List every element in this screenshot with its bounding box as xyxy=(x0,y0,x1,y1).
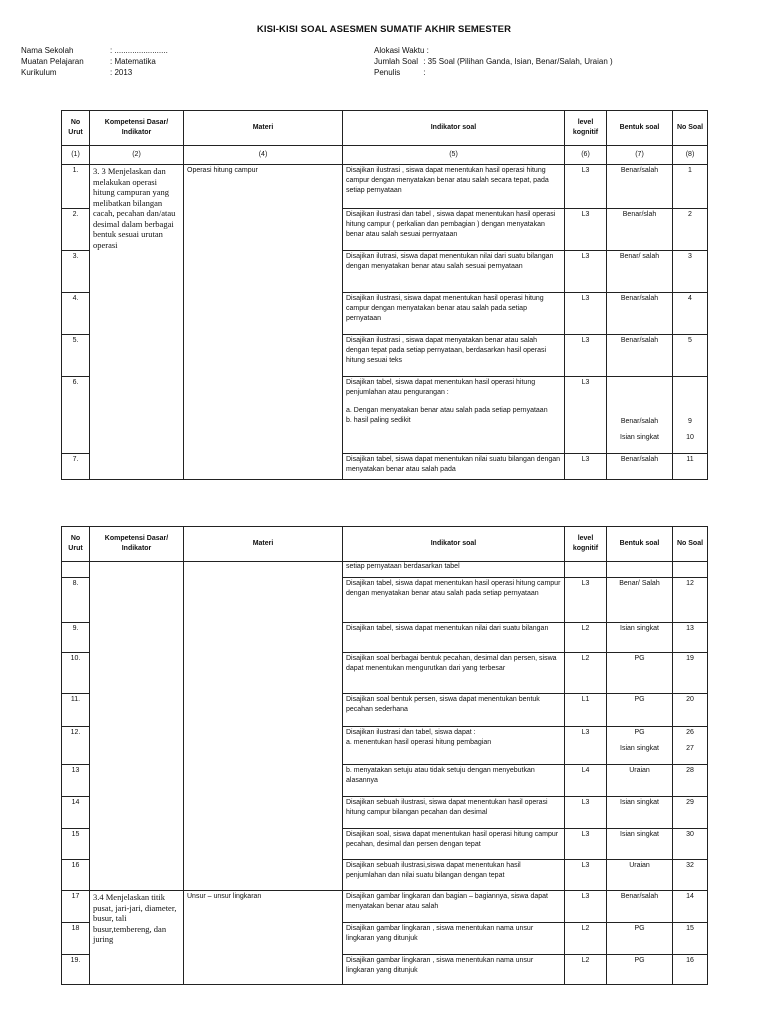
nosoal-cell: 13 xyxy=(673,623,708,653)
bentuk-cell xyxy=(607,727,673,765)
header-level: level kognitif xyxy=(565,527,607,562)
bentuk-cell: Benar/ Salah xyxy=(607,578,673,623)
bentuk-cell: PG xyxy=(607,923,673,955)
bentuk-a: PG xyxy=(634,729,645,736)
bentuk-cell: PG xyxy=(607,955,673,985)
table-row xyxy=(62,165,708,209)
meta-row-time xyxy=(374,45,613,56)
indikator-cell: setiap pernyataan berdasarkan tabel xyxy=(343,562,565,578)
indikator-cell: Disajikan soal, siswa dapat menentukan hasil operasi hitung campur pecahan, desimal dan persen dengan tepat xyxy=(343,829,565,860)
row-number: 6. xyxy=(62,377,90,454)
indikator-intro: Disajikan ilustrasi dan tabel, siswa dapat : xyxy=(346,729,476,736)
bentuk-cell: Benar/slah xyxy=(607,209,673,251)
nosoal-cell: 1 xyxy=(673,165,708,209)
meta-label: Muatan Pelajaran xyxy=(21,57,84,66)
indikator-item-a: a. Dengan menyatakan benar atau salah pada setiap pernyataan xyxy=(346,407,548,414)
nosoal-cell: 12 xyxy=(673,578,708,623)
row-number: 9. xyxy=(62,623,90,653)
col-number: (6) xyxy=(565,146,607,165)
level-cell: L3 xyxy=(565,454,607,480)
row-number: 15 xyxy=(62,829,90,860)
nosoal-b: 27 xyxy=(686,745,694,752)
header-bentuk: Bentuk soal xyxy=(607,527,673,562)
bentuk-b: Isian singkat xyxy=(620,434,659,441)
kompetensi-dasar-cell: 3. 3 Menjelaskan dan melakukan operasi hitung campuran yang melibatkan bilangan cacah, pecahan dan/atau desimal dalam berbagai bentuk sesuai urutan operasi xyxy=(90,165,184,480)
indikator-intro: Disajikan tabel, siswa dapat menentukan hasil operasi hitung penjumlahan atau pengurangan : xyxy=(346,379,536,396)
nosoal-cell: 28 xyxy=(673,765,708,797)
meta-row-count xyxy=(374,56,613,67)
nosoal-cell: 4 xyxy=(673,293,708,335)
nosoal-cell xyxy=(673,562,708,578)
nosoal-cell: 5 xyxy=(673,335,708,377)
indikator-cell: Disajikan soal berbagai bentuk pecahan, desimal dan persen, siswa dapat menentukan mengurutkan dari yang terbesar xyxy=(343,653,565,694)
row-number xyxy=(62,562,90,578)
nosoal-a: 26 xyxy=(686,729,694,736)
row-number: 13 xyxy=(62,765,90,797)
level-cell: L3 xyxy=(565,209,607,251)
meta-label: Alokasi Waktu xyxy=(374,46,425,55)
indikator-cell: Disajikan tabel, siswa dapat menentukan hasil operasi hitung campur dengan menyatakan benar atau salah pada setiap pernyataan xyxy=(343,578,565,623)
level-cell: L1 xyxy=(565,694,607,727)
level-cell: L4 xyxy=(565,765,607,797)
nosoal-cell: 20 xyxy=(673,694,708,727)
indikator-cell: Disajikan ilustrasi, siswa dapat menentukan hasil operasi hitung campur dengan menyatakan benar atau salah pada setiap pernyataan xyxy=(343,293,565,335)
bentuk-cell: Benar/salah xyxy=(607,335,673,377)
table-header-row xyxy=(62,527,708,562)
meta-label: Penulis xyxy=(374,68,401,77)
header-kd: Kompetensi Dasar/ Indikator xyxy=(90,527,184,562)
kisi-table-2 xyxy=(61,526,708,985)
meta-value: : 2013 xyxy=(110,68,133,77)
kompetensi-dasar-cell xyxy=(90,562,184,891)
table-row xyxy=(62,891,708,923)
materi-cell xyxy=(184,562,343,891)
indikator-cell: Disajikan tabel, siswa dapat menentukan nilai dari suatu bilangan xyxy=(343,623,565,653)
header-materi: Materi xyxy=(184,527,343,562)
row-number: 3. xyxy=(62,251,90,293)
document-title: KISI-KISI SOAL ASESMEN SUMATIF AKHIR SEMESTER xyxy=(256,24,512,35)
row-number: 17 xyxy=(62,891,90,923)
meta-label: Nama Sekolah xyxy=(21,46,74,55)
row-number: 10. xyxy=(62,653,90,694)
level-cell: L3 xyxy=(565,377,607,454)
header-kd: Kompetensi Dasar/ Indikator xyxy=(90,111,184,146)
indikator-cell: Disajikan ilutrasi, siswa dapat menentukan nilai dari suatu bilangan dengan menyatakan benar atau salah sesuai pernyataan xyxy=(343,251,565,293)
bentuk-b: Isian singkat xyxy=(620,745,659,752)
row-number: 18 xyxy=(62,923,90,955)
level-cell: L2 xyxy=(565,955,607,985)
bentuk-cell: PG xyxy=(607,694,673,727)
indikator-cell: Disajikan ilustrasi , siswa dapat menyatakan benar atau salah dengan tepat pada setiap pernyataan, berdasarkan hasil operasi hitung sesuai teks xyxy=(343,335,565,377)
bentuk-cell: Uraian xyxy=(607,860,673,891)
col-number: (8) xyxy=(673,146,708,165)
indikator-cell xyxy=(343,727,565,765)
row-number: 7. xyxy=(62,454,90,480)
bentuk-cell: PG xyxy=(607,653,673,694)
bentuk-a: Benar/salah xyxy=(620,418,659,425)
meta-value: : xyxy=(426,46,429,55)
meta-value: : xyxy=(423,68,426,77)
level-cell: L3 xyxy=(565,293,607,335)
numbering-row xyxy=(62,146,708,165)
bentuk-cell: Isian singkat xyxy=(607,829,673,860)
materi-cell: Unsur – unsur lingkaran xyxy=(184,891,343,985)
level-cell: L3 xyxy=(565,797,607,829)
nosoal-cell: 16 xyxy=(673,955,708,985)
meta-label: Kurikulum xyxy=(21,68,57,77)
row-number: 2. xyxy=(62,209,90,251)
indikator-cell: Disajikan tabel, siswa dapat menentukan nilai suatu bilangan dengan menyatakan benar atau salah pada xyxy=(343,454,565,480)
meta-value: : ........................ xyxy=(110,46,168,55)
header-nosoal: No Soal xyxy=(673,111,708,146)
continuation-row xyxy=(62,562,708,578)
row-number: 1. xyxy=(62,165,90,209)
level-cell: L3 xyxy=(565,860,607,891)
header-bentuk: Bentuk soal xyxy=(607,111,673,146)
level-cell: L3 xyxy=(565,727,607,765)
indikator-cell: Disajikan gambar lingkaran , siswa menentukan nama unsur lingkaran yang ditunjuk xyxy=(343,955,565,985)
row-number: 4. xyxy=(62,293,90,335)
bentuk-cell: Benar/ salah xyxy=(607,251,673,293)
bentuk-cell: Isian singkat xyxy=(607,797,673,829)
col-number: (1) xyxy=(62,146,90,165)
row-number: 8. xyxy=(62,578,90,623)
level-cell xyxy=(565,562,607,578)
header-materi: Materi xyxy=(184,111,343,146)
level-cell: L2 xyxy=(565,653,607,694)
header-no: No Urut xyxy=(62,111,90,146)
col-number: (7) xyxy=(607,146,673,165)
indikator-item-b: b. menyatakan setuju atau tidak setuju dengan menyebutkan alasannya xyxy=(346,767,535,784)
nosoal-cell: 11 xyxy=(673,454,708,480)
header-indikator: Indikator soal xyxy=(343,111,565,146)
row-number: 11. xyxy=(62,694,90,727)
meta-left xyxy=(21,45,168,78)
nosoal-a: 9 xyxy=(688,418,692,425)
nosoal-cell: 14 xyxy=(673,891,708,923)
level-cell: L3 xyxy=(565,165,607,209)
meta-row-author xyxy=(374,67,613,78)
level-cell: L3 xyxy=(565,251,607,293)
indikator-cell xyxy=(343,765,565,797)
indikator-item-b: b. hasil paling sedikit xyxy=(346,417,411,424)
meta-row-subject xyxy=(21,56,168,67)
nosoal-cell: 2 xyxy=(673,209,708,251)
nosoal-cell: 32 xyxy=(673,860,708,891)
row-number: 14 xyxy=(62,797,90,829)
bentuk-cell xyxy=(607,562,673,578)
indikator-cell: Disajikan gambar lingkaran dan bagian – bagiannya, siswa dapat menyatakan benar atau salah xyxy=(343,891,565,923)
meta-row-curriculum xyxy=(21,67,168,78)
row-number: 5. xyxy=(62,335,90,377)
bentuk-cell: Benar/salah xyxy=(607,891,673,923)
kompetensi-dasar-cell: 3.4 Menjelaskan titik pusat, jari-jari, diameter, busur, tali busur,tembereng, dan juring xyxy=(90,891,184,985)
indikator-cell: Disajikan soal bentuk persen, siswa dapat menentukan bentuk pecahan sederhana xyxy=(343,694,565,727)
meta-row-school xyxy=(21,45,168,56)
indikator-cell: Disajikan sebuah ilustrasi, siswa dapat menentukan hasil operasi hitung campur bilangan pecahan dan desimal xyxy=(343,797,565,829)
materi-cell: Operasi hitung campur xyxy=(184,165,343,480)
col-number: (4) xyxy=(184,146,343,165)
level-cell: L3 xyxy=(565,891,607,923)
row-number: 16 xyxy=(62,860,90,891)
meta-value: : 35 Soal (Pilihan Ganda, Isian, Benar/Salah, Uraian ) xyxy=(423,57,613,66)
nosoal-cell xyxy=(673,377,708,454)
col-number: (2) xyxy=(90,146,184,165)
indikator-cell: Disajikan sebuah ilustrasi,siswa dapat menentukan hasil penjumlahan dan nilai suatu bilangan dengan tepat xyxy=(343,860,565,891)
row-number: 19. xyxy=(62,955,90,985)
header-indikator: Indikator soal xyxy=(343,527,565,562)
bentuk-cell xyxy=(607,377,673,454)
kisi-table-1 xyxy=(61,110,708,480)
nosoal-cell: 29 xyxy=(673,797,708,829)
level-cell: L3 xyxy=(565,335,607,377)
meta-label: Jumlah Soal xyxy=(374,57,419,66)
indikator-cell: Disajikan gambar lingkaran , siswa menentukan nama unsur lingkaran yang ditunjuk xyxy=(343,923,565,955)
meta-right xyxy=(374,45,613,78)
indikator-cell: Disajikan ilustrasi , siswa dapat menentukan hasil operasi hitung campur dengan menyatakan benar atau salah secara tepat, pada setiap pernyataan xyxy=(343,165,565,209)
bentuk-cell: Benar/salah xyxy=(607,454,673,480)
nosoal-cell: 19 xyxy=(673,653,708,694)
nosoal-cell: 15 xyxy=(673,923,708,955)
level-cell: L3 xyxy=(565,578,607,623)
row-number: 12. xyxy=(62,727,90,765)
header-nosoal: No Soal xyxy=(673,527,708,562)
nosoal-cell: 30 xyxy=(673,829,708,860)
nosoal-cell xyxy=(673,727,708,765)
level-cell: L2 xyxy=(565,623,607,653)
meta-value: : Matematika xyxy=(110,57,156,66)
indikator-cell xyxy=(343,377,565,454)
indikator-item-a: a. menentukan hasil operasi hitung pembagian xyxy=(346,739,492,746)
col-number: (5) xyxy=(343,146,565,165)
table-header-row xyxy=(62,111,708,146)
nosoal-b: 10 xyxy=(686,434,694,441)
bentuk-cell: Uraian xyxy=(607,765,673,797)
level-cell: L3 xyxy=(565,829,607,860)
bentuk-cell: Isian singkat xyxy=(607,623,673,653)
level-cell: L2 xyxy=(565,923,607,955)
header-level: level kognitif xyxy=(565,111,607,146)
header-no: No Urut xyxy=(62,527,90,562)
bentuk-cell: Benar/salah xyxy=(607,165,673,209)
bentuk-cell: Benar/salah xyxy=(607,293,673,335)
indikator-cell: Disajikan ilustrasi dan tabel , siswa dapat menentukan hasil operasi hitung campur ( perkalian dan pembagian ) dengan menyatakan benar atau salah sesuai pernyataan xyxy=(343,209,565,251)
nosoal-cell: 3 xyxy=(673,251,708,293)
